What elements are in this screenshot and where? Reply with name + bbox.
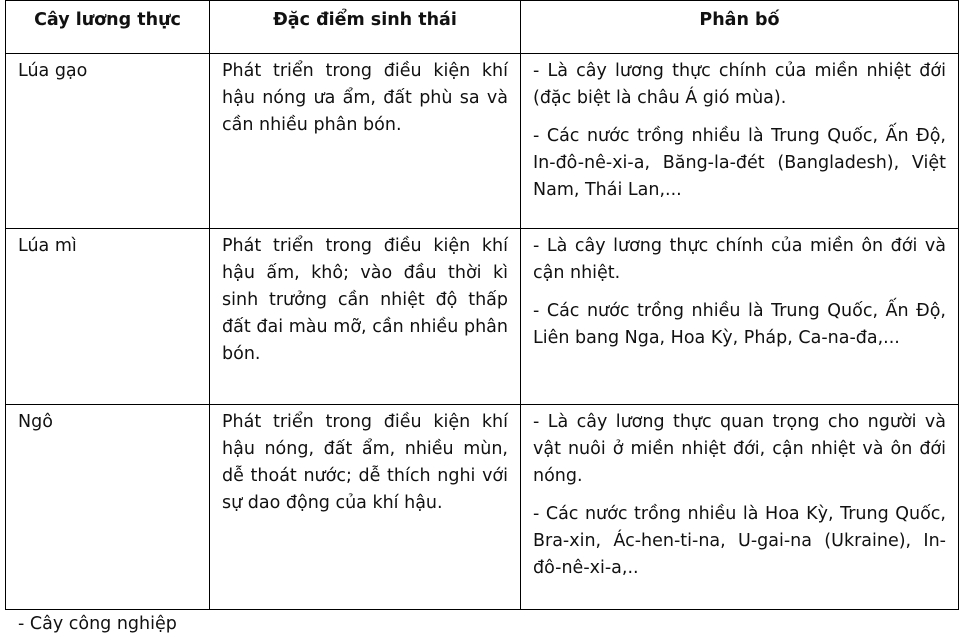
distribution-text: - Các nước trồng nhiều là Trung Quốc, Ấn Độ, Liên bang Nga, Hoa Kỳ, Pháp, Ca-na-đa,... — [533, 301, 946, 348]
header-distribution: Phân bố — [521, 1, 959, 54]
header-crop: Cây lương thực — [6, 1, 210, 54]
ecology-cell: Phát triển trong điều kiện khí hậu ấm, khô; vào đầu thời kì sinh trưởng cần nhiệt độ thấp đất đai màu mỡ, cần nhiều phân bón. — [210, 229, 521, 405]
distribution-text: - Các nước trồng nhiều là Trung Quốc, Ấn Độ, In-đô-nê-xi-a, Băng-la-đét (Bangladesh), Việt Nam, Thái Lan,... — [533, 126, 946, 200]
table-row — [6, 229, 959, 405]
ecology-cell: Phát triển trong điều kiện khí hậu nóng, đất ẩm, nhiều mùn, dễ thoát nước; dễ thích nghi với sự dao động của khí hậu. — [210, 405, 521, 610]
ecology-cell: Phát triển trong điều kiện khí hậu nóng ưa ẩm, đất phù sa và cần nhiều phân bón. — [210, 54, 521, 229]
crops-table — [5, 0, 959, 610]
distribution-cell — [521, 405, 959, 610]
table-row — [6, 54, 959, 229]
table-row — [6, 405, 959, 610]
distribution-text: - Là cây lương thực quan trọng cho người và vật nuôi ở miền nhiệt đới, cận nhiệt và ôn đới nóng. — [533, 412, 946, 486]
distribution-text: - Các nước trồng nhiều là Hoa Kỳ, Trung Quốc, Bra-xin, Ác-hen-ti-na, U-gai-na (Ukraine), In-đô-nê-xi-a,.. — [533, 504, 946, 578]
footer-note: - Cây công nghiệp — [18, 614, 177, 634]
distribution-text: - Là cây lương thực chính của miền nhiệt đới (đặc biệt là châu Á gió mùa). — [533, 61, 946, 108]
distribution-cell — [521, 54, 959, 229]
crop-name-cell: Lúa mì — [6, 229, 210, 405]
crop-name-cell: Ngô — [6, 405, 210, 610]
distribution-text: - Là cây lương thực chính của miền ôn đới và cận nhiệt. — [533, 236, 946, 283]
header-row — [6, 1, 959, 54]
distribution-cell — [521, 229, 959, 405]
header-ecology: Đặc điểm sinh thái — [210, 1, 521, 54]
crop-name-cell: Lúa gạo — [6, 54, 210, 229]
